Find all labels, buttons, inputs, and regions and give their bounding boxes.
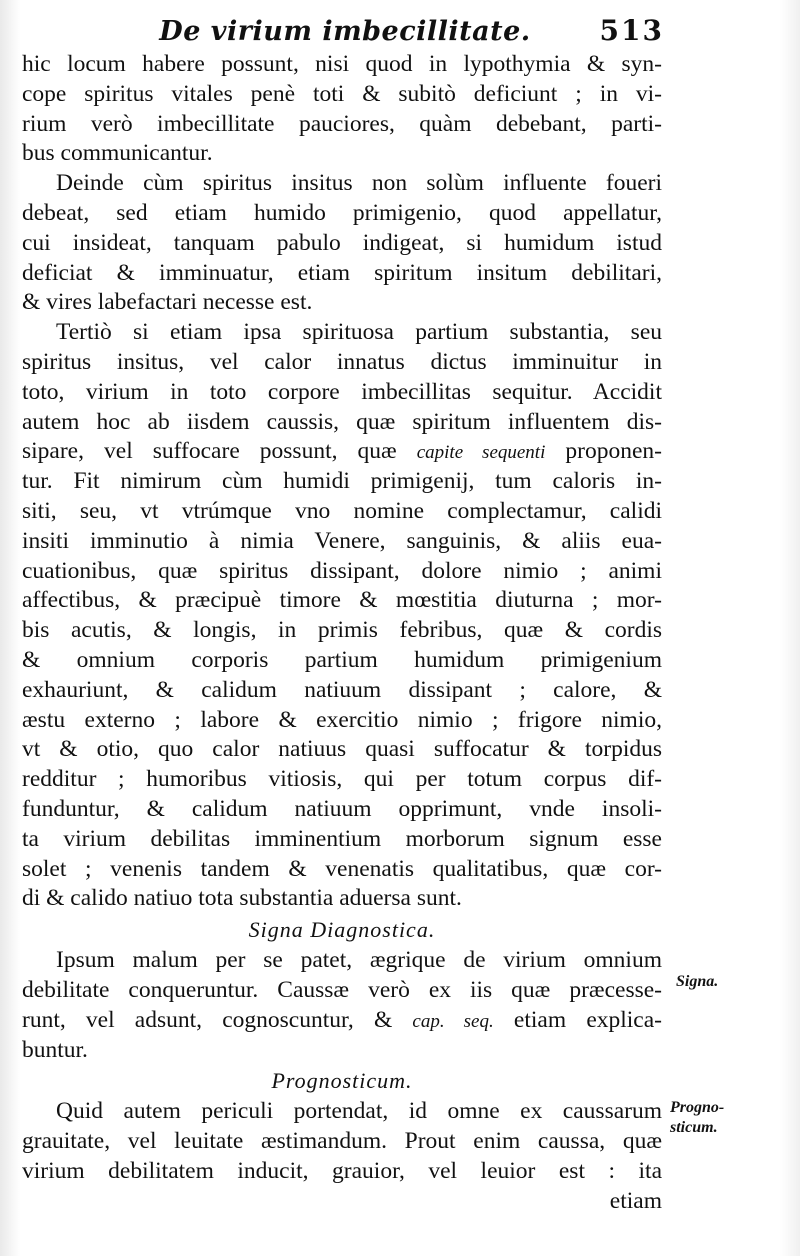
- text-line: tur. Fit nimirum cùm humidi primigenij, tum caloris in-: [22, 468, 662, 495]
- text-line: virium debilitatem inducit, grauior, vel leuior est : ita: [22, 1157, 662, 1184]
- text-line: Tertiò si etiam ipsa spirituosa partium substantia, seu: [56, 319, 662, 346]
- text-line: debeat, sed etiam humido primigenio, quod appellatur,: [22, 199, 662, 226]
- text-line: di & calido natiuo tota substantia aduersa sunt.: [22, 885, 462, 912]
- text-line: [22, 437, 662, 467]
- text-line: cui insideat, tanquam pabulo indigeat, si humidum istud: [22, 229, 662, 256]
- text-line: bis acutis, & longis, in primis febribus, quæ & cordis: [22, 617, 662, 644]
- cross-reference: capite sequenti: [416, 442, 546, 464]
- text-line: cope spiritus vitales penè toti & subitò deficiunt ; in vi-: [22, 80, 662, 107]
- text-line: Quid autem periculi portendat, id omne ex caussarum: [56, 1098, 662, 1125]
- section-heading-prognosticum: Prognosticum.: [271, 1068, 413, 1094]
- paragraph-4: [22, 946, 662, 1065]
- paragraph-1: [22, 50, 662, 169]
- main-text: [22, 50, 662, 1216]
- running-title: De virium imbecillitate.: [159, 16, 531, 47]
- text-line: & omnium corporis partium humidum primigenium: [22, 646, 662, 673]
- text-line: toto, virium in toto corpore imbecillitas sequitur. Accidit: [22, 378, 662, 405]
- text-line: siti, seu, vt vtrúmque vno nomine complectamur, calidi: [22, 497, 662, 524]
- margin-note-prognosticum: [670, 1098, 724, 1138]
- text-line: ta virium debilitas imminentium morborum signum esse: [22, 825, 662, 852]
- text-segment: etiam explica-: [493, 1006, 662, 1033]
- margin-note-line: Progno-: [670, 1099, 725, 1116]
- text-line: grauitate, vel leuitate æstimandum. Prout enim caussa, quæ: [22, 1128, 662, 1155]
- text-segment: runt, vel adsunt, cognoscuntur, &: [22, 1006, 413, 1033]
- text-line: Deinde cùm spiritus insitus non solùm influente foueri: [56, 170, 662, 197]
- text-line: funduntur, & calidum natiuum opprimunt, vnde insoli-: [22, 795, 662, 822]
- running-head: [20, 8, 670, 48]
- paragraph-2: [22, 169, 662, 318]
- section-heading-signa: Signa Diagnostica.: [248, 917, 436, 943]
- paragraph-5: [22, 1097, 662, 1216]
- text-line: solet ; venenis tandem & venenatis qualitatibus, quæ cor-: [22, 855, 662, 882]
- text-line: & vires labefactari necesse est.: [22, 289, 313, 316]
- text-line: exhauriunt, & calidum natiuum dissipant ; calore, &: [22, 676, 662, 703]
- text-line: Ipsum malum per se patet, ægrique de virium omnium: [56, 947, 662, 974]
- page-number: 513: [599, 14, 664, 47]
- margin-note-line: sticum.: [670, 1119, 718, 1136]
- text-line: autem hoc ab iisdem caussis, quæ spiritum influentem dis-: [22, 408, 662, 435]
- text-segment: sipare, vel suffocare possunt, quæ: [22, 438, 417, 465]
- text-line: rium verò imbecillitate pauciores, quàm debebant, parti-: [22, 110, 662, 137]
- text-line: debilitate conqueruntur. Caussæ verò ex iis quæ præcesse-: [22, 976, 662, 1003]
- text-line: spiritus insitus, vel calor innatus dictus imminuitur in: [22, 348, 662, 375]
- text-line: [22, 1006, 662, 1036]
- text-line: insiti imminutio à nimia Venere, sanguinis, & aliis eua-: [22, 527, 662, 554]
- text-line: bus communicantur.: [22, 140, 213, 167]
- margin-note-signa: Signa.: [676, 973, 719, 990]
- text-line: cuationibus, quæ spiritus dissipant, dolore nimio ; animi: [22, 557, 662, 584]
- text-line: buntur.: [22, 1036, 88, 1063]
- text-line: æstu externo ; labore & exercitio nimio ; frigore nimio,: [22, 706, 662, 733]
- paragraph-3: [22, 318, 662, 914]
- text-line: affectibus, & præcipuè timore & mœstitia diuturna ; mor-: [22, 587, 662, 614]
- text-segment: proponen-: [545, 438, 662, 465]
- text-line: hic locum habere possunt, nisi quod in lypothymia & syn-: [22, 51, 662, 77]
- text-line: vt & otio, quo calor natiuus quasi suffocatur & torpidus: [22, 736, 662, 763]
- text-line: redditur ; humoribus vitiosis, qui per totum corpus dif-: [22, 766, 662, 793]
- cross-reference: cap. seq.: [412, 1010, 494, 1032]
- text-line: deficiat & imminuatur, etiam spiritum insitum debilitari,: [22, 259, 662, 286]
- catchword: etiam: [609, 1187, 662, 1214]
